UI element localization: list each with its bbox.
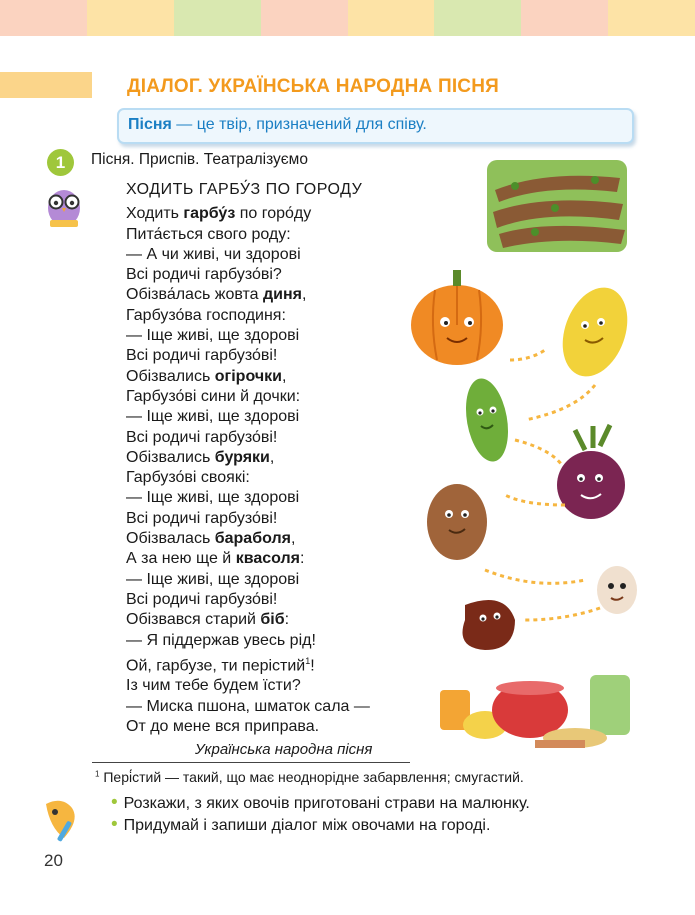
- poem-line-text: — Іще живі, ще здорові: [126, 570, 300, 588]
- task-number-badge: 1: [47, 149, 74, 176]
- bullet-item: [111, 814, 530, 836]
- footnote-mark: 1: [95, 769, 100, 779]
- poem-line-text: — А чи живі, чи здорові: [126, 245, 301, 263]
- poem-line: [126, 265, 370, 285]
- poem-line-punct: :: [300, 550, 305, 568]
- beet-character-icon: [557, 425, 625, 519]
- poem-line: [126, 285, 370, 305]
- page-number: 20: [44, 851, 63, 870]
- poem-line: [126, 697, 370, 717]
- cucumber-character-icon: [460, 375, 514, 465]
- footnote-divider: [92, 762, 410, 763]
- definition-term: Пісня: [128, 116, 172, 133]
- poem-source: Українська народна пісня: [195, 741, 373, 758]
- poem-line-keyword: бараболя: [214, 530, 291, 548]
- stripe: [608, 0, 695, 36]
- poem-line: [126, 570, 370, 590]
- melon-character-icon: [551, 279, 639, 386]
- task-text: Пісня. Приспів. Театралізуємо: [91, 151, 308, 168]
- footnote-text: Пері́стий — такий, що має неоднорідне забарвлення; смугастий.: [99, 769, 524, 785]
- stripe: [521, 0, 608, 36]
- potato-character-icon: [427, 484, 487, 560]
- poem-line-text: Обізвались: [126, 448, 215, 466]
- poem-line: [126, 326, 370, 346]
- poem-lines: [126, 204, 370, 737]
- bullet-dot-icon: •: [111, 792, 118, 813]
- poem-line: [126, 610, 370, 630]
- poem-line-text: А за нею ще й: [126, 550, 236, 568]
- poem-line: [126, 549, 370, 569]
- stripe: [0, 0, 87, 36]
- poem-line-text: Гарбузо́ві своякі:: [126, 469, 250, 487]
- poem-line: [126, 204, 370, 224]
- stripe: [434, 0, 521, 36]
- poem-line: [126, 225, 370, 245]
- vegetables-illustration: [395, 150, 695, 760]
- bullet-dot-icon: •: [111, 814, 118, 835]
- poem-line-text: От до мене вся приправа.: [126, 718, 320, 736]
- stripe: [261, 0, 348, 36]
- poem-line: [126, 367, 370, 387]
- poem-line: [126, 651, 370, 677]
- poem-line-punct: :: [284, 611, 290, 629]
- poem-line-text: — Я піддержав увесь рід!: [126, 631, 316, 649]
- task-bullets: [111, 792, 530, 836]
- garden-beds-icon: [487, 160, 627, 252]
- poem-line-text: Ходить: [126, 205, 184, 223]
- bean-character-icon: [597, 566, 637, 614]
- poem-line-text: Обізва́лась жовта: [126, 286, 263, 304]
- poem: [126, 180, 370, 737]
- poem-line-text: Обізвалась: [126, 530, 215, 548]
- poem-line: [126, 407, 370, 427]
- title-band: [0, 72, 92, 98]
- poem-line: [126, 509, 370, 529]
- poem-line: [126, 448, 370, 468]
- poem-line-text: — Іще живі, ще здорові: [126, 489, 300, 507]
- poem-line-text: Гарбузо́ва господиня:: [126, 306, 286, 324]
- poem-line: [126, 590, 370, 610]
- stripe: [87, 0, 174, 36]
- poem-line-text: — Іще живі, ще здорові: [126, 327, 300, 345]
- poem-line: [126, 676, 370, 696]
- poem-line-keyword: біб: [260, 611, 285, 629]
- bullet-item: [111, 792, 530, 814]
- poem-line: [126, 631, 370, 651]
- poem-line-punct: ,: [290, 530, 296, 548]
- pencil-mascot-icon: [40, 798, 84, 846]
- pumpkin-character-icon: [411, 270, 503, 365]
- poem-line: [126, 245, 370, 265]
- poem-line-keyword: диня: [262, 286, 302, 304]
- poem-line-text: Всі родичі гарбузо́ві!: [126, 509, 278, 527]
- bullet-text: Придумай і запиши діалог між овочами на городі.: [123, 817, 491, 834]
- poem-line-keyword: огірочки: [214, 367, 282, 385]
- dishes-illustration-icon: [440, 675, 630, 748]
- poem-line: [126, 346, 370, 366]
- poem-line: [126, 428, 370, 448]
- poem-line: [126, 306, 370, 326]
- poem-line: [126, 488, 370, 508]
- poem-line-text: — Іще живі, ще здорові: [126, 408, 300, 426]
- definition-text: [128, 116, 427, 134]
- poem-line-punct: ,: [281, 367, 287, 385]
- poem-line-text: Пита́ється свого роду:: [126, 225, 291, 243]
- broad-bean-character-icon: [463, 600, 516, 650]
- poem-line-text: Всі родичі гарбузо́ві!: [126, 428, 278, 446]
- poem-line-text: Обізвався старий: [126, 611, 261, 629]
- poem-line-text: Ой, гарбузе, ти перістий: [126, 657, 306, 675]
- poem-line-punct: ,: [269, 448, 275, 466]
- poem-line: [126, 387, 370, 407]
- bullet-text: Розкажи, з яких овочів приготовані страви на малюнку.: [123, 795, 530, 812]
- footnote-ref: 1: [305, 655, 311, 666]
- header-stripes: [0, 0, 695, 36]
- poem-line-text: Обізвались: [126, 367, 215, 385]
- page-title: ДІАЛОГ. УКРАЇНСЬКА НАРОДНА ПІСНЯ: [127, 76, 499, 97]
- stripe: [348, 0, 435, 36]
- stripe: [174, 0, 261, 36]
- poem-title: ХОДИТЬ ГАРБУ́З ПО ГОРОДУ: [126, 181, 363, 198]
- poem-line: [126, 717, 370, 737]
- poem-line-punct: ,: [301, 286, 307, 304]
- poem-line: [126, 529, 370, 549]
- definition-rest: — це твір, призначений для співу.: [171, 116, 427, 133]
- poem-line-punct: по горо́ду: [235, 205, 312, 223]
- poem-line: [126, 468, 370, 488]
- poem-line-text: Всі родичі гарбузо́ві!: [126, 590, 278, 608]
- poem-line-keyword: квасоля: [235, 550, 300, 568]
- poem-line-keyword: буряки: [214, 448, 270, 466]
- poem-line-text: Гарбузо́ві сини й дочки:: [126, 387, 301, 405]
- poem-line-text: Всі родичі гарбузо́ві?: [126, 266, 282, 284]
- poem-line-text: Всі родичі гарбузо́ві!: [126, 347, 278, 365]
- owl-glasses-icon: [44, 184, 84, 232]
- poem-line-text: — Миска пшона, шматок сала —: [126, 697, 370, 715]
- poem-line-keyword: гарбу́з: [183, 205, 236, 223]
- footnote: [95, 769, 524, 785]
- poem-line-text: Із чим тебе будем їсти?: [126, 677, 301, 695]
- poem-line-punct: !: [310, 657, 315, 675]
